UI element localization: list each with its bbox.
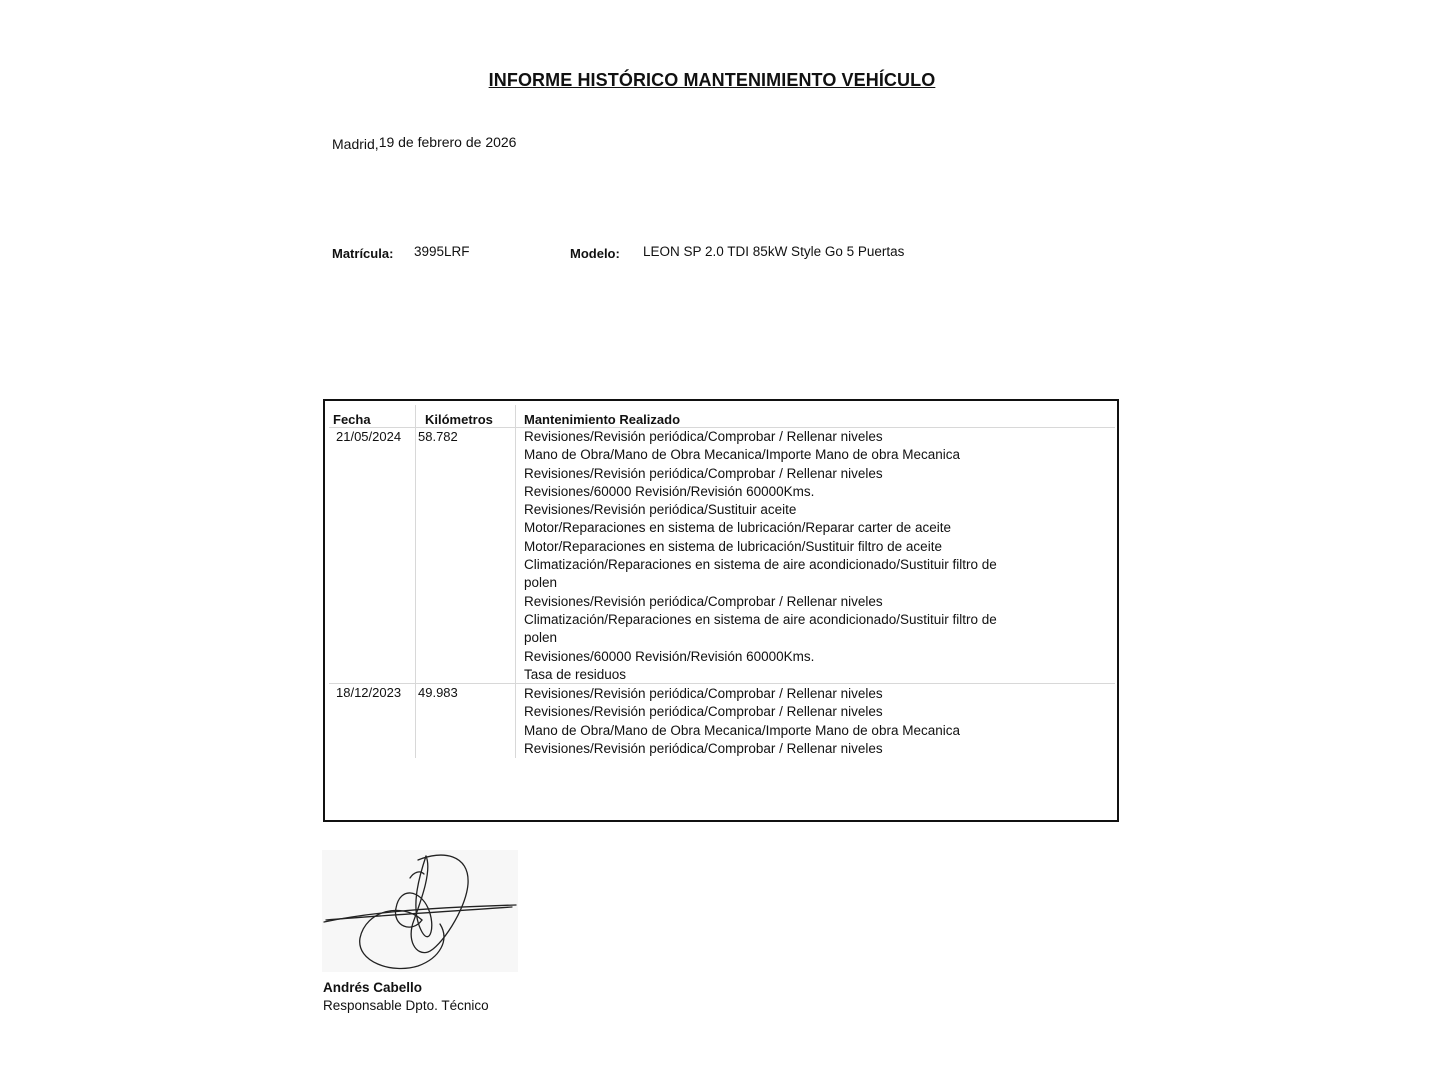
row-km: 58.782 xyxy=(418,429,458,444)
header-date: Fecha xyxy=(333,412,371,427)
maintenance-item: Revisiones/Revisión periódica/Comprobar / Rellenar niveles xyxy=(524,740,883,756)
maintenance-item: Motor/Reparaciones en sistema de lubricación/Sustituir filtro de aceite xyxy=(524,538,942,554)
maintenance-item: Mano de Obra/Mano de Obra Mecanica/Importe Mano de obra Mecanica xyxy=(524,722,960,738)
column-divider xyxy=(515,405,516,758)
maintenance-item: Climatización/Reparaciones en sistema de aire acondicionado/Sustituir filtro de polen xyxy=(524,557,997,591)
report-date: 19 de febrero de 2026 xyxy=(378,134,517,150)
maintenance-item: Revisiones/Revisión periódica/Comprobar / Rellenar niveles xyxy=(524,593,883,609)
plate-label: Matrícula: xyxy=(332,246,394,261)
model-label: Modelo: xyxy=(570,246,620,261)
signature-icon xyxy=(322,850,518,972)
maintenance-item: Revisiones/60000 Revisión/Revisión 60000Kms. xyxy=(524,483,815,499)
maintenance-item: Revisiones/Revisión periódica/Sustituir aceite xyxy=(524,502,797,518)
maintenance-item: Revisiones/Revisión periódica/Comprobar / Rellenar niveles xyxy=(524,686,883,701)
maintenance-item: Revisiones/60000 Revisión/Revisión 60000Kms. xyxy=(524,648,815,664)
report-title: INFORME HISTÓRICO MANTENIMIENTO VEHÍCULO xyxy=(488,70,936,90)
signer-role: Responsable Dpto. Técnico xyxy=(323,998,489,1013)
header-maintenance: Mantenimiento Realizado xyxy=(524,412,681,427)
column-divider xyxy=(415,405,416,758)
maintenance-table xyxy=(323,399,1119,822)
report-place: Madrid, xyxy=(332,136,379,152)
row-km: 49.983 xyxy=(418,685,458,700)
header-km: Kilómetros xyxy=(425,412,493,427)
signer-name: Andrés Cabello xyxy=(323,980,423,995)
maintenance-item: Motor/Reparaciones en sistema de lubricación/Reparar carter de aceite xyxy=(524,520,951,536)
row-maintenance-list xyxy=(524,428,1014,684)
row-maintenance-list xyxy=(524,685,1014,758)
plate-value: 3995LRF xyxy=(414,244,470,259)
maintenance-item: Climatización/Reparaciones en sistema de aire acondicionado/Sustituir filtro de polen xyxy=(524,611,997,646)
maintenance-item: Mano de Obra/Mano de Obra Mecanica/Importe Mano de obra Mecanica xyxy=(524,447,960,463)
model-value: LEON SP 2.0 TDI 85kW Style Go 5 Puertas xyxy=(643,244,905,259)
maintenance-item: Revisiones/Revisión periódica/Comprobar / Rellenar niveles xyxy=(524,704,883,720)
maintenance-item: Revisiones/Revisión periódica/Comprobar / Rellenar niveles xyxy=(524,465,883,481)
signature-image xyxy=(322,850,518,972)
row-date: 18/12/2023 xyxy=(336,685,402,700)
maintenance-item: Tasa de residuos xyxy=(524,666,627,682)
row-date: 21/05/2024 xyxy=(336,429,402,444)
maintenance-item: Revisiones/Revisión periódica/Comprobar / Rellenar niveles xyxy=(524,429,883,444)
report-date-line xyxy=(332,134,516,150)
